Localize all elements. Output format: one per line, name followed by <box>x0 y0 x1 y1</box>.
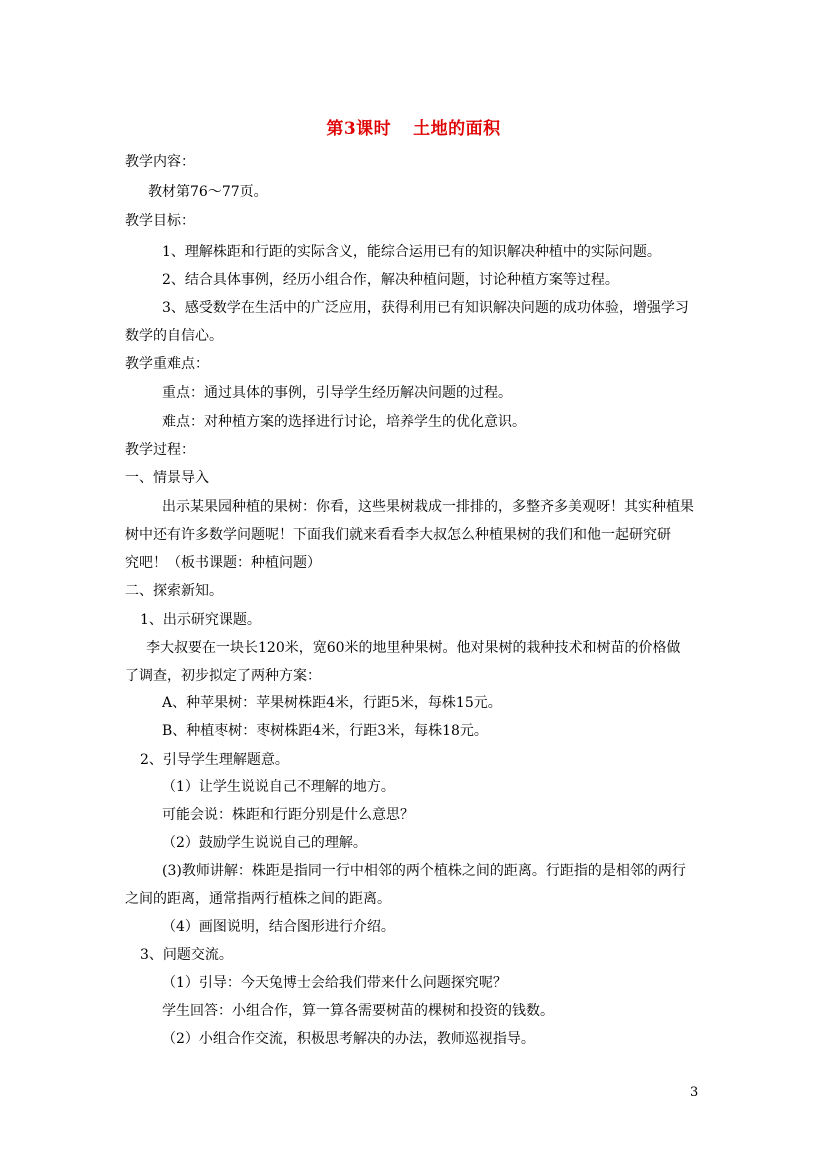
heading-teaching-content: 教学内容： <box>125 154 195 170</box>
paragraph-line: 3、问题交流。 <box>140 947 233 963</box>
paragraph-line: 3、感受数学在生活中的广泛应用，获得利用已有知识解决问题的成功体验，增强学习 <box>162 300 689 316</box>
paragraph-line: 之间的距离，通常指两行植株之间的距离。 <box>125 891 391 907</box>
page-number: 3 <box>690 1085 699 1100</box>
paragraph-line: 2、引导学生理解题意。 <box>140 752 289 768</box>
paragraph-line: 可能会说：株距和行距分别是什么意思？ <box>162 807 414 823</box>
paragraph-line: (3)教师讲解：株距是指同一行中相邻的两个植株之间的距离。行距指的是相邻的两行 <box>162 863 686 879</box>
paragraph-line: （4）画图说明，结合图形进行介绍。 <box>162 919 395 935</box>
paragraph-line: 了调查，初步拟定了两种方案： <box>125 668 321 684</box>
paragraph-line: 究吧！（板书课题：种植问题） <box>125 555 321 571</box>
paragraph-line: B、种植枣树：枣树株距4米，行距3米，每株18元。 <box>162 723 488 739</box>
heading-key-points: 教学重难点： <box>125 356 209 372</box>
paragraph-line: 树中还有许多数学问题呢！下面我们就来看看李大叔怎么种植果树的我们和他一起研究研 <box>125 527 671 543</box>
heading-teaching-goals: 教学目标： <box>125 213 195 229</box>
paragraph-line: 重点：通过具体的事例，引导学生经历解决问题的过程。 <box>162 385 512 401</box>
paragraph-line: 教材第76～77页。 <box>148 184 268 200</box>
section-heading: 二、探索新知。 <box>125 583 223 599</box>
lesson-title <box>0 114 827 139</box>
paragraph-line: （2）小组合作交流，积极思考解决的办法，教师巡视指导。 <box>162 1031 535 1047</box>
paragraph-line: 2、结合具体事例，经历小组合作，解决种植问题，讨论种植方案等过程。 <box>162 272 619 288</box>
section-heading: 一、情景导入 <box>125 470 209 486</box>
paragraph-line: 数学的自信心。 <box>125 328 223 344</box>
heading-teaching-process: 教学过程： <box>125 442 195 458</box>
paragraph-line: （1）引导：今天兔博士会给我们带来什么问题探究呢？ <box>162 975 507 991</box>
paragraph-line: 学生回答：小组合作，算一算各需要树苗的棵树和投资的钱数。 <box>162 1003 554 1019</box>
lesson-number: 第3课时 <box>326 119 392 139</box>
paragraph-line: A、种苹果树：苹果树株距4米，行距5米，每株15元。 <box>162 695 502 711</box>
paragraph-line: 李大叔要在一块长120米，宽60米的地里种果树。他对果树的栽种技术和树苗的价格做 <box>146 640 681 656</box>
paragraph-line: 难点：对种植方案的选择进行讨论，培养学生的优化意识。 <box>162 414 526 430</box>
paragraph-line: 1、出示研究课题。 <box>140 612 261 628</box>
paragraph-line: （1）让学生说说自己不理解的地方。 <box>162 779 395 795</box>
paragraph-line: 1、理解株距和行距的实际含义，能综合运用已有的知识解决种植中的实际问题。 <box>162 244 661 260</box>
paragraph-line: 出示某果园种植的果树：你看，这些果树栽成一排排的，多整齐多美观呀！其实种植果 <box>162 499 694 515</box>
paragraph-line: （2）鼓励学生说说自己的理解。 <box>162 835 367 851</box>
lesson-topic: 土地的面积 <box>413 119 501 139</box>
